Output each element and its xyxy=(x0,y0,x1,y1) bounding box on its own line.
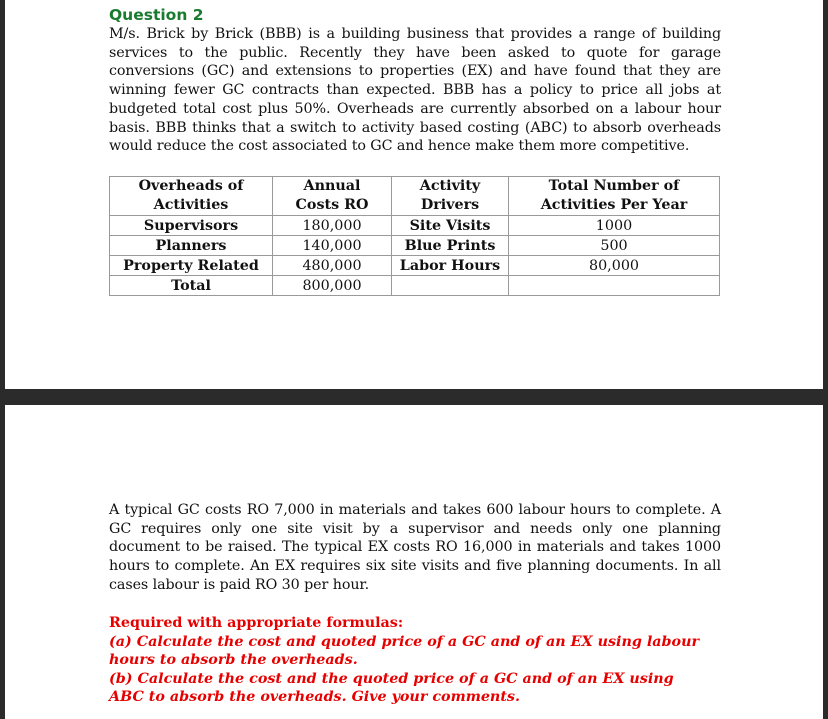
document-page-2 xyxy=(5,405,823,719)
cell-cost: 140,000 xyxy=(273,236,392,256)
cell-count: 1000 xyxy=(509,216,720,236)
job-details-paragraph: A typical GC costs RO 7,000 in materials and takes 600 labour hours to complete. A GC requires only one site visit by a supervisor and needs only one planning document to be raised. The typical EX costs RO 16,000 in materials and takes 1000 hours to complete. An EX requires six site visits and five planning documents. In all cases labour is paid RO 30 per hour. xyxy=(109,502,721,593)
table-row xyxy=(110,256,720,276)
header-overheads: Overheads of Activities xyxy=(110,177,273,216)
part-b-line1: (b) Calculate the cost and the quoted price of a GC and of an EX using xyxy=(109,670,674,687)
cell-count: 500 xyxy=(509,236,720,256)
table-header-row xyxy=(110,177,720,216)
cell-activity: Property Related xyxy=(110,256,273,276)
overheads-table xyxy=(109,176,720,296)
cell-activity: Supervisors xyxy=(110,216,273,236)
cell-activity: Total xyxy=(110,276,273,296)
header-activity-drivers: Activity Drivers xyxy=(392,177,509,216)
document-page-1 xyxy=(5,0,823,389)
cell-count: 80,000 xyxy=(509,256,720,276)
cell-driver: Labor Hours xyxy=(392,256,509,276)
cell-count xyxy=(509,276,720,296)
table-row xyxy=(110,216,720,236)
required-section xyxy=(109,614,729,707)
question-intro-paragraph: M/s. Brick by Brick (BBB) is a building business that provides a range of building services to the public. Recently they have been asked to quote for garage conversions (GC) and extensions to properties (EX) and have found that they are winning fewer GC contracts than expected. BBB has a policy to price all jobs at budgeted total cost plus 50%. Overheads are currently absorbed on a labour hour basis. BBB thinks that a switch to activity based costing (ABC) to absorb overheads would reduce the cost associated to GC and hence make them more competitive. xyxy=(109,26,721,155)
table-row xyxy=(110,236,720,256)
cell-driver: Site Visits xyxy=(392,216,509,236)
cell-driver xyxy=(392,276,509,296)
cell-activity: Planners xyxy=(110,236,273,256)
required-heading: Required with appropriate formulas: xyxy=(109,615,404,631)
header-annual-costs: Annual Costs RO xyxy=(273,177,392,216)
part-a-line2: hours to absorb the overheads. xyxy=(109,652,358,668)
cell-cost: 480,000 xyxy=(273,256,392,276)
table-row-total xyxy=(110,276,720,296)
cell-cost: 180,000 xyxy=(273,216,392,236)
question-title: Question 2 xyxy=(109,6,204,24)
part-b-line2: ABC to absorb the overheads. Give your comments. xyxy=(109,689,520,705)
header-total-activities: Total Number of Activities Per Year xyxy=(509,177,720,216)
part-a-line1: (a) Calculate the cost and quoted price of a GC and of an EX using labour xyxy=(109,633,699,650)
cell-cost: 800,000 xyxy=(273,276,392,296)
cell-driver: Blue Prints xyxy=(392,236,509,256)
